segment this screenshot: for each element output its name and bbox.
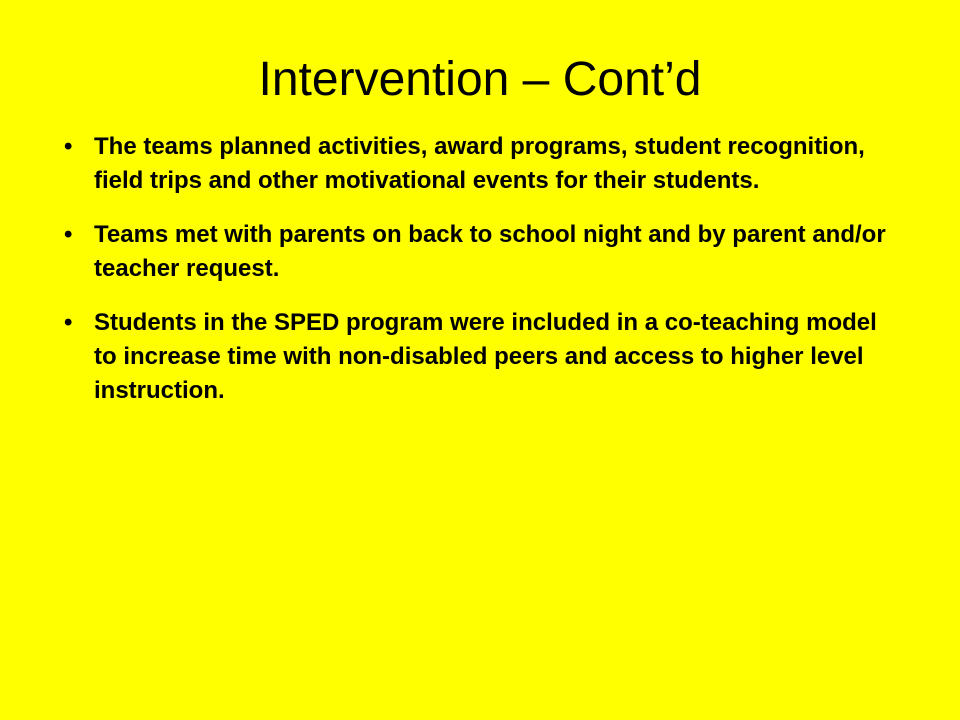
bullet-text: Teams met with parents on back to school night and by parent and/or teacher request. bbox=[94, 221, 886, 282]
slide-title: Intervention – Cont’d bbox=[258, 53, 702, 106]
bullet-text: Students in the SPED program were included in a co-teaching model to increase time with non-disabled peers and access to higher level instruction. bbox=[94, 309, 877, 404]
bullet-list bbox=[64, 130, 904, 428]
bullet-item bbox=[64, 218, 904, 286]
bullet-text: The teams planned activities, award programs, student recognition, field trips and other motivational events for their students. bbox=[94, 133, 865, 194]
bullet-icon: • bbox=[64, 133, 73, 160]
bullet-item bbox=[64, 130, 904, 198]
bullet-item bbox=[64, 306, 904, 408]
bullet-icon: • bbox=[64, 221, 73, 248]
bullet-icon: • bbox=[64, 309, 73, 336]
